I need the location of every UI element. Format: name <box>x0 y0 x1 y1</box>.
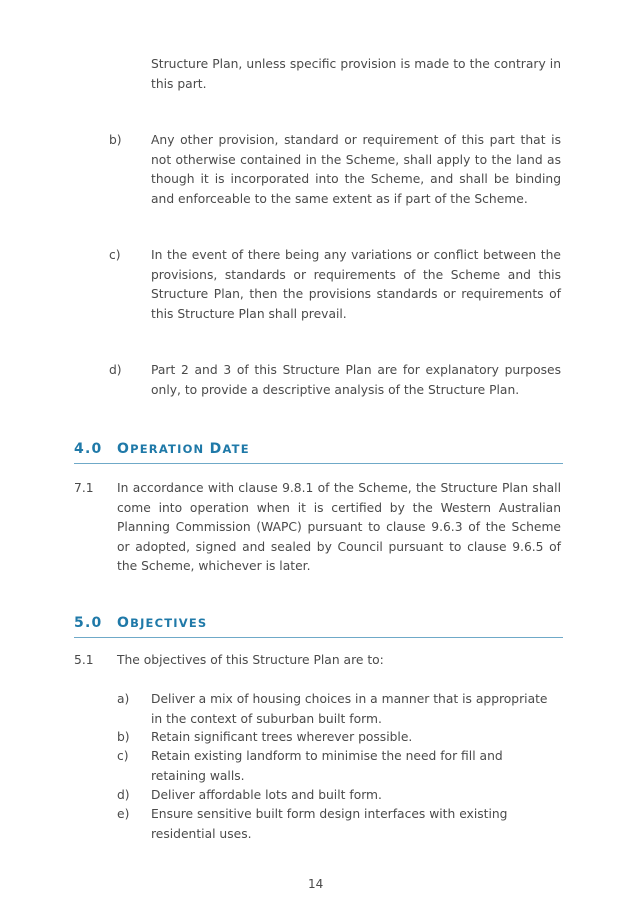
objective-text-e: Ensure sensitive built form design interfaces with existing residential uses. <box>151 807 508 841</box>
objective-label-b: b) <box>117 730 130 744</box>
objective-text-d: Deliver affordable lots and built form. <box>151 788 382 802</box>
section-title-operation: OPERATION DATE <box>117 441 250 457</box>
objective-label-e: e) <box>117 807 130 821</box>
section-rule-objectives <box>74 637 563 638</box>
section-title-objectives: OBJECTIVES <box>117 615 208 631</box>
clause-text-d: Part 2 and 3 of this Structure Plan are for explanatory purposes only, to provide a descriptive analysis of the Structure Plan. <box>151 363 561 397</box>
para-text-7-1: In accordance with clause 9.8.1 of the Scheme, the Structure Plan shall come into operation when it is certified by the Western Australian Planning Commission (WAPC) pursuant to clause 9.6.3 of the Scheme or adopted, signed and sealed by Council pursuant to clause 9.6.5 of the Scheme, whichever is later. <box>117 481 561 573</box>
objective-label-c: c) <box>117 749 129 763</box>
para-label-5-1: 5.1 <box>74 653 94 667</box>
intro-continuation: Structure Plan, unless specific provision is made to the contrary in this part. <box>151 57 561 91</box>
para-label-7-1: 7.1 <box>74 481 94 495</box>
section-number-operation: 4.0 <box>74 441 103 457</box>
objective-text-b: Retain significant trees wherever possible. <box>151 730 413 744</box>
section-number-objectives: 5.0 <box>74 615 103 631</box>
clause-label-d: d) <box>109 363 122 377</box>
objective-text-a: Deliver a mix of housing choices in a manner that is appropriate in the context of suburban built form. <box>151 692 548 726</box>
clause-text-c: In the event of there being any variations or conflict between the provisions, standards or requirements of the Scheme and this Structure Plan, then the provisions standards or requirements of this Structure Plan shall prevail. <box>151 248 561 321</box>
clause-label-c: c) <box>109 248 121 262</box>
page-number: 14 <box>308 877 324 891</box>
para-text-5-1: The objectives of this Structure Plan are to: <box>117 653 384 667</box>
objective-label-a: a) <box>117 692 130 706</box>
clause-text-b: Any other provision, standard or requirement of this part that is not otherwise contained in the Scheme, shall apply to the land as though it is incorporated into the Scheme, and shall be binding and enforceable to the same extent as if part of the Scheme. <box>151 133 561 206</box>
section-rule-operation <box>74 463 563 464</box>
objective-text-c: Retain existing landform to minimise the need for fill and retaining walls. <box>151 749 503 783</box>
clause-label-b: b) <box>109 133 122 147</box>
objective-label-d: d) <box>117 788 130 802</box>
